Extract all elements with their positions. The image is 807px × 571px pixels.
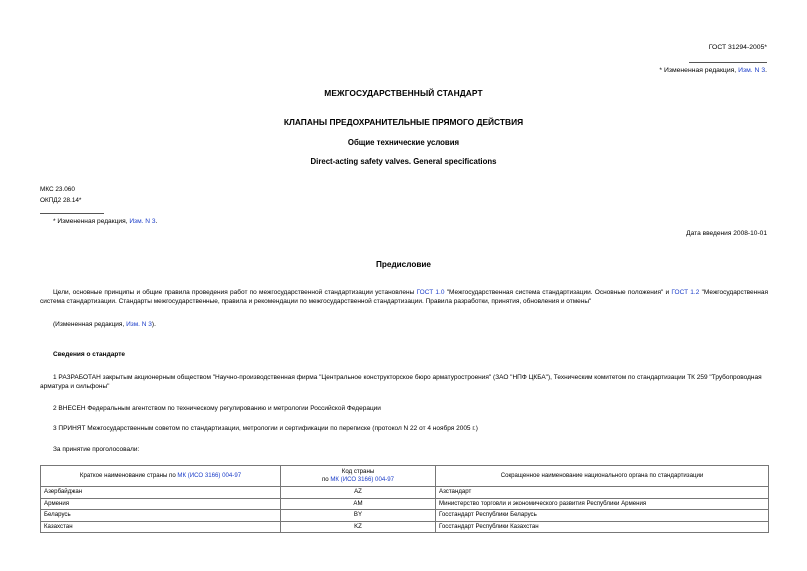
- preface-change-prefix: (Измененная редакция,: [53, 321, 127, 328]
- okpd-code: ОКПД2 28.14*: [40, 197, 82, 204]
- preface-change-suffix: ).: [151, 321, 156, 328]
- voted-for-label: За принятие проголосовали:: [53, 446, 140, 453]
- mks-code: МКС 23.060: [40, 186, 75, 193]
- about-item-adopted: 3 ПРИНЯТ Межгосударственным советом по стандартизации, метрологии и сертификации по переписке (протокол N 22 от 4 ноября 2005 г.): [53, 425, 478, 432]
- body-cell: Азстандарт: [436, 487, 769, 499]
- standard-name-en: Direct-acting safety valves. General specifications: [310, 157, 497, 166]
- preface-paragraph: [40, 288, 768, 307]
- standard-subtitle-ru: Общие технические условия: [347, 138, 460, 147]
- country-cell: Казахстан: [41, 521, 281, 533]
- standard-name-ru: КЛАПАНЫ ПРЕДОХРАНИТЕЛЬНЫЕ ПРЯМОГО ДЕЙСТВИЯ: [283, 117, 524, 127]
- table-row: [41, 498, 769, 510]
- table-row: [41, 510, 769, 522]
- col-code-ref: [284, 476, 432, 484]
- about-item-developed: 1 РАЗРАБОТАН закрытым акционерным обществом "Научно-производственная фирма "Центральное конструкторское бюро арматуростроения" (ЗАО "НПФ ЦКБА"), Техническим комитетом по стандартизации ТК 259 "Трубопроводная арматура и сильфоны": [40, 374, 762, 391]
- codes-note-suffix: .: [155, 218, 158, 225]
- table-row: [41, 487, 769, 499]
- preface-text-c: "Межгосударственная система стандартизации. Стандарты межгосударственные, правила и рекомендации по межгосударственной стандартизации. Правила разработки, принятия, обновления и отмены": [40, 289, 768, 306]
- code-cell: BY: [281, 510, 436, 522]
- preface-text-b: "Межгосударственная система стандартизации. Основные положения" и: [444, 289, 672, 296]
- preface-change-note: [53, 321, 156, 329]
- body-cell: Госстандарт Республики Беларусь: [436, 510, 769, 522]
- table-header-row: [41, 466, 769, 487]
- header-change-note: [659, 67, 767, 75]
- body-cell: Госстандарт Республики Казахстан: [436, 521, 769, 533]
- gost-1-0-link[interactable]: ГОСТ 1.0: [416, 289, 445, 296]
- preface-heading: Предисловие: [376, 260, 431, 269]
- codes-change-note: [53, 218, 157, 226]
- col-code-link[interactable]: МК (ИСО 3166) 004-97: [330, 476, 395, 483]
- code-cell: KZ: [281, 521, 436, 533]
- footnote-divider: [40, 213, 104, 214]
- about-item-submitted: 2 ВНЕСЕН Федеральным агентством по техническому регулированию и метрологии Российской Федерации: [53, 405, 381, 412]
- header-change-link[interactable]: Изм. N 3: [738, 67, 766, 74]
- col-header-body: Сокращенное наименование национального органа по стандартизации: [436, 466, 769, 487]
- voting-countries-table: [40, 465, 769, 533]
- table-row: [41, 521, 769, 533]
- country-cell: Азербайджан: [41, 487, 281, 499]
- header-note-prefix: * Измененная редакция,: [659, 67, 739, 74]
- gost-1-2-link[interactable]: ГОСТ 1.2: [671, 289, 700, 296]
- country-cell: Армения: [41, 498, 281, 510]
- standard-type-title: МЕЖГОСУДАРСТВЕННЫЙ СТАНДАРТ: [324, 88, 483, 98]
- col-code-text: Код страны: [341, 468, 375, 476]
- document-code: ГОСТ 31294-2005*: [708, 44, 767, 51]
- header-note-suffix: .: [765, 67, 767, 74]
- introduction-date: Дата введения 2008-10-01: [686, 230, 767, 237]
- body-cell: Министерство торговли и экономического развития Республики Армения: [436, 498, 769, 510]
- col-header-country: [41, 466, 281, 487]
- codes-change-link[interactable]: Изм. N 3: [129, 218, 156, 225]
- col-code-prefix: по: [321, 476, 331, 483]
- col-country-text: Краткое наименование страны по: [79, 472, 178, 480]
- codes-note-prefix: * Измененная редакция,: [53, 218, 130, 225]
- code-cell: AM: [281, 498, 436, 510]
- country-cell: Беларусь: [41, 510, 281, 522]
- about-standard-heading: Сведения о стандарте: [53, 351, 126, 358]
- col-country-link[interactable]: МК (ИСО 3166) 004-97: [177, 472, 242, 480]
- header-divider: [689, 62, 767, 63]
- preface-change-link[interactable]: Изм. N 3: [126, 321, 152, 328]
- col-header-code: [281, 466, 436, 487]
- code-cell: AZ: [281, 487, 436, 499]
- preface-text-a: Цели, основные принципы и общие правила проведения работ по межгосударственной стандартизации установлены: [53, 289, 417, 296]
